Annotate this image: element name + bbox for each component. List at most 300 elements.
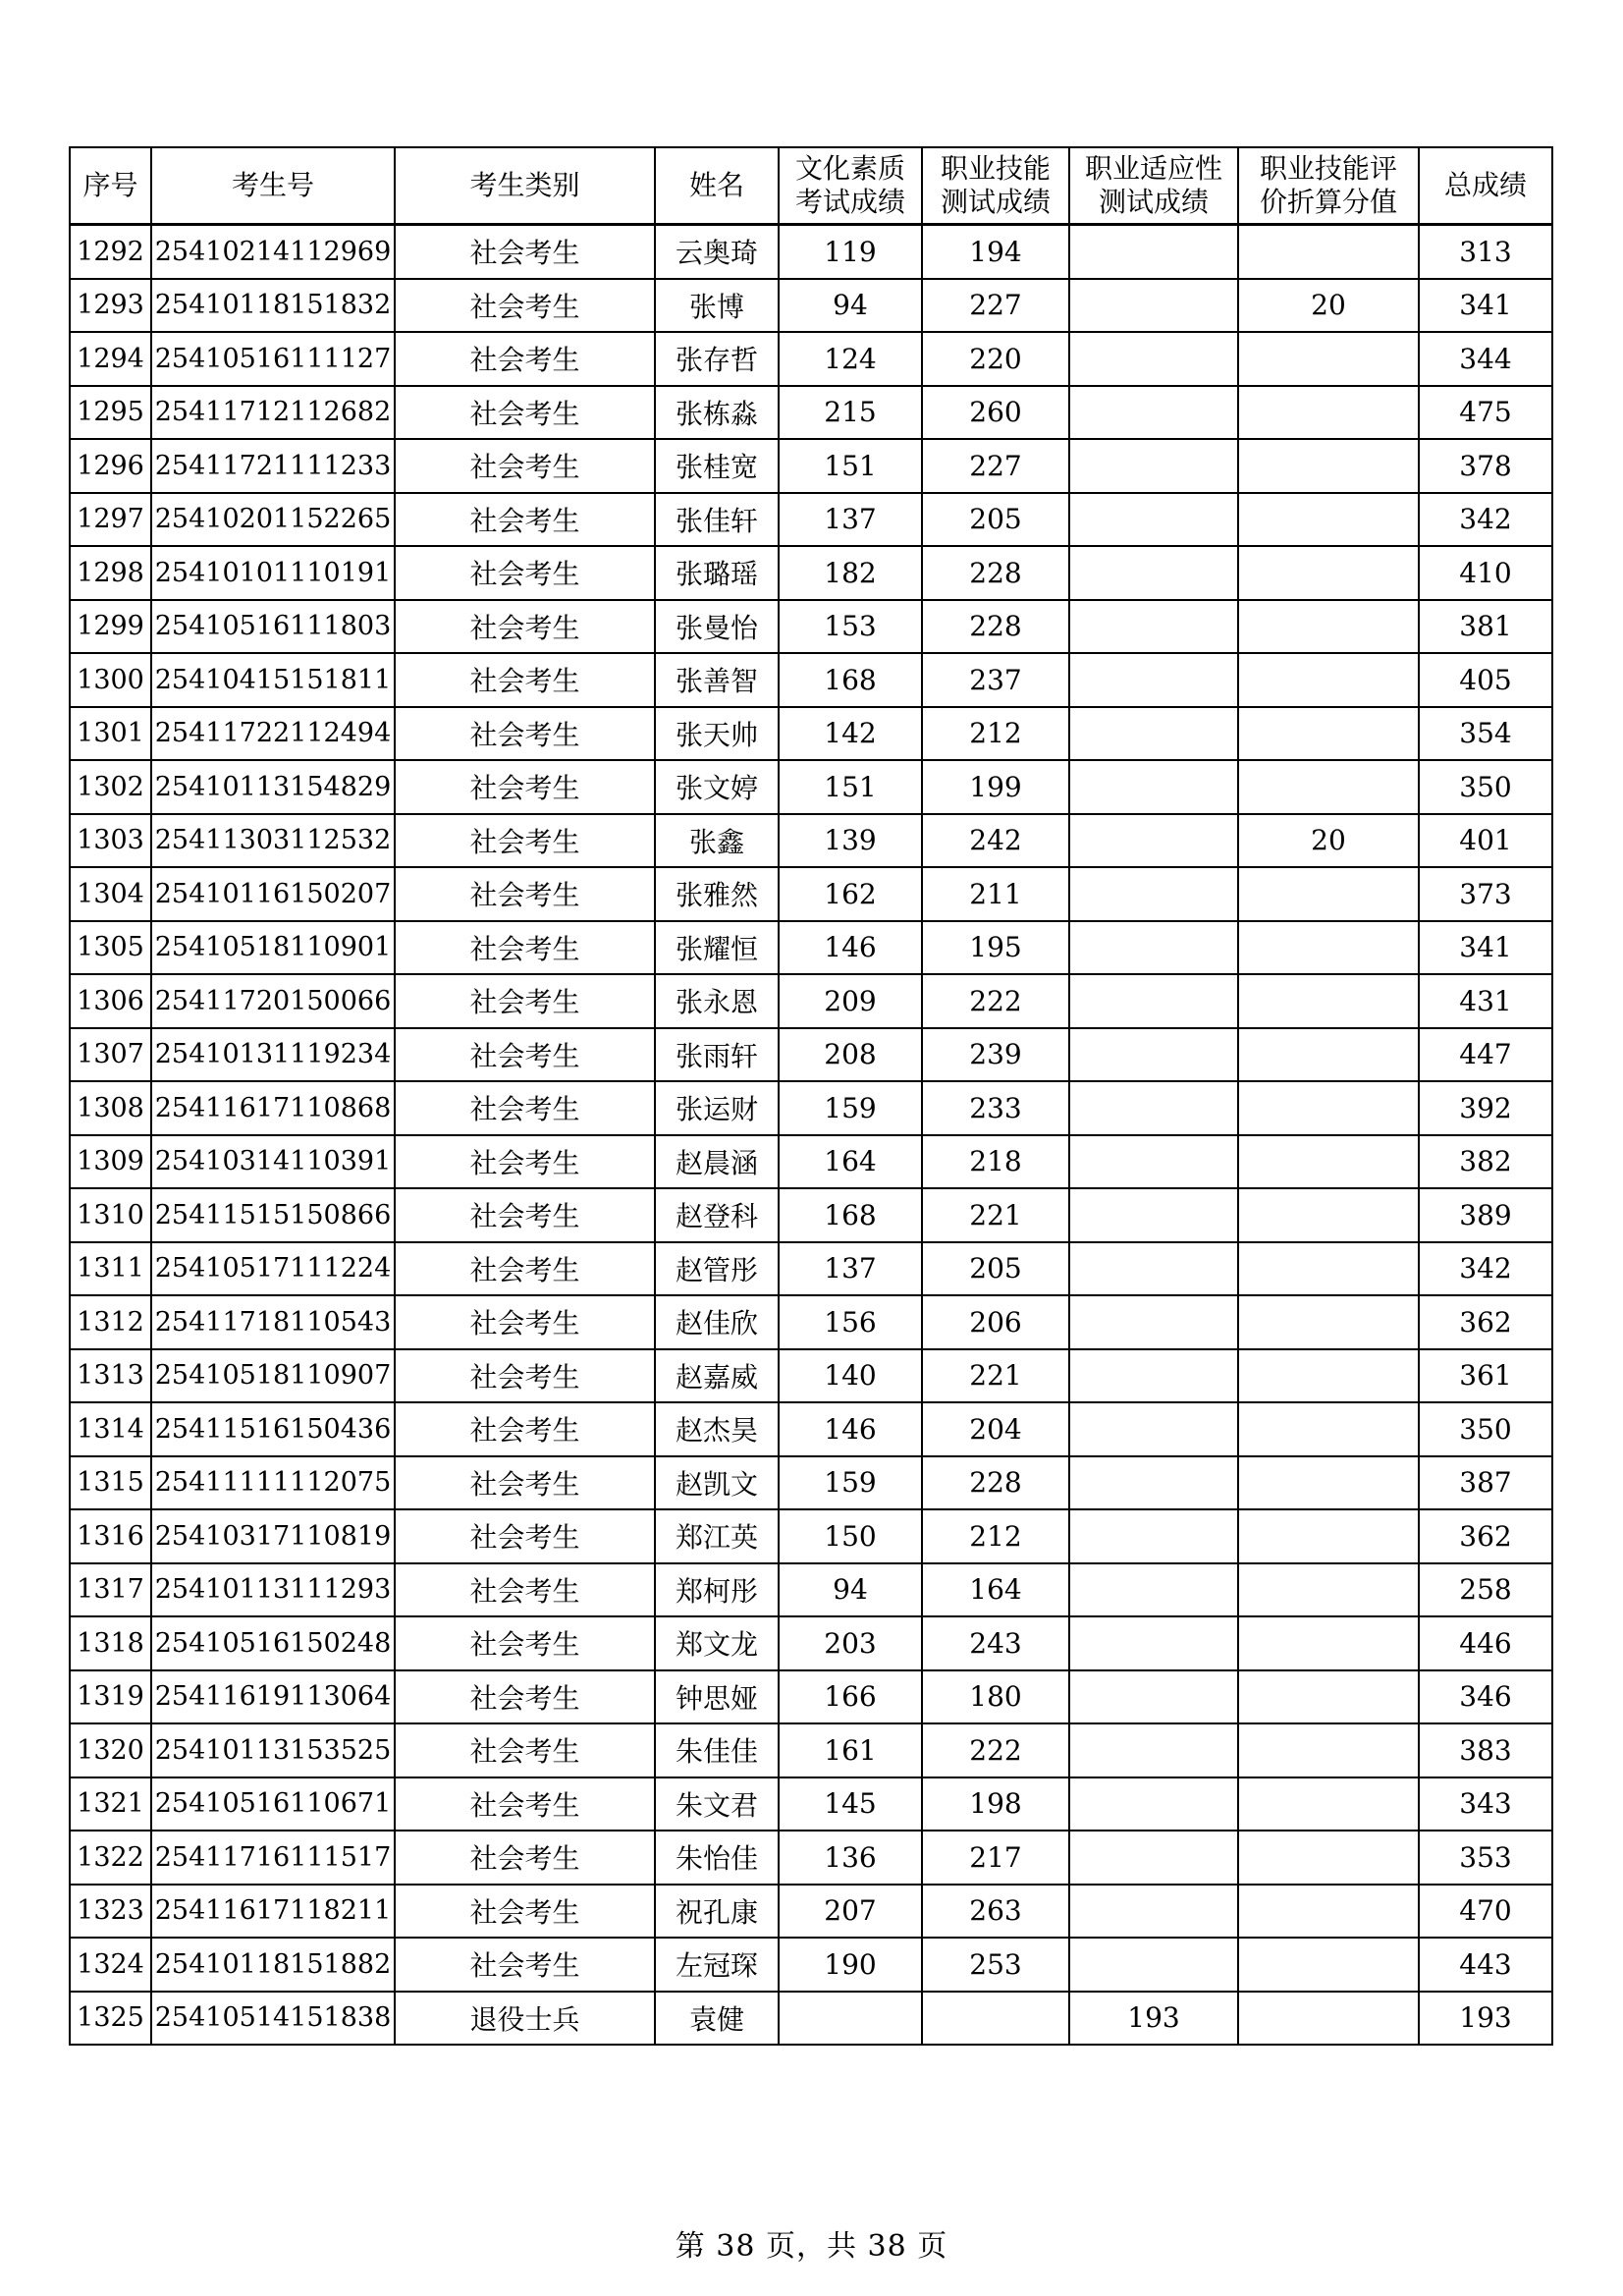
cell-adapt-score xyxy=(1069,1938,1238,1992)
header-name xyxy=(655,147,779,225)
cell-adapt-score xyxy=(1069,279,1238,333)
cell-culture-score: 151 xyxy=(779,760,922,814)
cell-name: 赵晨涵 xyxy=(655,1135,779,1189)
cell-exam-id: 25411617118211 xyxy=(151,1885,395,1939)
table-row xyxy=(70,1777,1552,1831)
cell-seq: 1303 xyxy=(70,814,151,868)
cell-exam-id: 25410517111224 xyxy=(151,1242,395,1296)
table-row xyxy=(70,600,1552,654)
cell-exam-id: 25411721111233 xyxy=(151,439,395,493)
cell-category: 社会考生 xyxy=(395,493,655,547)
cell-total-score: 447 xyxy=(1419,1028,1552,1082)
cell-seq: 1319 xyxy=(70,1670,151,1724)
cell-exam-id: 25410317110819 xyxy=(151,1509,395,1563)
cell-total-score: 346 xyxy=(1419,1670,1552,1724)
cell-name: 张运财 xyxy=(655,1081,779,1135)
cell-category: 社会考生 xyxy=(395,1081,655,1135)
cell-total-score: 361 xyxy=(1419,1349,1552,1403)
table-row xyxy=(70,921,1552,975)
cell-total-score: 389 xyxy=(1419,1188,1552,1242)
header-seq xyxy=(70,147,151,225)
header-culture-score xyxy=(779,147,922,225)
cell-total-score: 387 xyxy=(1419,1456,1552,1510)
cell-adapt-score xyxy=(1069,1081,1238,1135)
cell-total-score: 382 xyxy=(1419,1135,1552,1189)
cell-exam-id: 25410214112969 xyxy=(151,225,395,279)
header-skill-score xyxy=(922,147,1069,225)
cell-skill-eval-score xyxy=(1238,1616,1419,1670)
cell-culture-score: 142 xyxy=(779,707,922,761)
cell-total-score: 354 xyxy=(1419,707,1552,761)
table-row xyxy=(70,546,1552,600)
cell-name: 赵佳欣 xyxy=(655,1295,779,1349)
table-row xyxy=(70,707,1552,761)
cell-skill-score: 211 xyxy=(922,867,1069,921)
cell-seq: 1308 xyxy=(70,1081,151,1135)
cell-culture-score: 124 xyxy=(779,332,922,386)
cell-culture-score: 150 xyxy=(779,1509,922,1563)
cell-skill-score: 263 xyxy=(922,1885,1069,1939)
header-label: 考试成绩 xyxy=(794,186,905,218)
cell-category: 社会考生 xyxy=(395,279,655,333)
cell-seq: 1297 xyxy=(70,493,151,547)
cell-skill-eval-score xyxy=(1238,974,1419,1028)
header-label: 价折算分值 xyxy=(1259,186,1397,218)
cell-name: 张曼怡 xyxy=(655,600,779,654)
cell-category: 社会考生 xyxy=(395,1616,655,1670)
cell-name: 郑柯彤 xyxy=(655,1563,779,1617)
cell-adapt-score xyxy=(1069,1242,1238,1296)
cell-seq: 1315 xyxy=(70,1456,151,1510)
table-row xyxy=(70,1563,1552,1617)
cell-adapt-score xyxy=(1069,225,1238,279)
cell-total-score: 353 xyxy=(1419,1831,1552,1885)
cell-seq: 1312 xyxy=(70,1295,151,1349)
table-row xyxy=(70,1992,1552,2046)
cell-culture-score: 159 xyxy=(779,1456,922,1510)
cell-seq: 1317 xyxy=(70,1563,151,1617)
cell-adapt-score xyxy=(1069,1723,1238,1777)
header-row xyxy=(70,147,1552,225)
header-label: 测试成绩 xyxy=(940,186,1051,218)
cell-skill-score: 242 xyxy=(922,814,1069,868)
cell-skill-score: 221 xyxy=(922,1349,1069,1403)
cell-skill-eval-score xyxy=(1238,760,1419,814)
table-row xyxy=(70,1295,1552,1349)
table-header xyxy=(70,147,1552,225)
cell-skill-score: 222 xyxy=(922,1723,1069,1777)
cell-exam-id: 25410516111803 xyxy=(151,600,395,654)
cell-adapt-score: 193 xyxy=(1069,1992,1238,2046)
cell-adapt-score xyxy=(1069,1777,1238,1831)
cell-culture-score: 153 xyxy=(779,600,922,654)
cell-skill-eval-score xyxy=(1238,707,1419,761)
cell-name: 张佳轩 xyxy=(655,493,779,547)
cell-skill-score: 253 xyxy=(922,1938,1069,1992)
cell-name: 张文婷 xyxy=(655,760,779,814)
cell-exam-id: 25410516111127 xyxy=(151,332,395,386)
cell-culture-score: 168 xyxy=(779,1188,922,1242)
cell-skill-score: 222 xyxy=(922,974,1069,1028)
cell-name: 祝孔康 xyxy=(655,1885,779,1939)
cell-skill-score: 228 xyxy=(922,546,1069,600)
cell-skill-score: 204 xyxy=(922,1402,1069,1456)
cell-seq: 1294 xyxy=(70,332,151,386)
cell-total-score: 443 xyxy=(1419,1938,1552,1992)
cell-skill-eval-score xyxy=(1238,1402,1419,1456)
cell-adapt-score xyxy=(1069,1563,1238,1617)
cell-exam-id: 25411712112682 xyxy=(151,386,395,440)
cell-skill-eval-score xyxy=(1238,1135,1419,1189)
cell-total-score: 475 xyxy=(1419,386,1552,440)
cell-category: 社会考生 xyxy=(395,439,655,493)
cell-culture-score: 145 xyxy=(779,1777,922,1831)
table-row xyxy=(70,1885,1552,1939)
cell-exam-id: 25410118151832 xyxy=(151,279,395,333)
table-row xyxy=(70,867,1552,921)
cell-total-score: 258 xyxy=(1419,1563,1552,1617)
cell-exam-id: 25411111112075 xyxy=(151,1456,395,1510)
table-row xyxy=(70,1135,1552,1189)
cell-exam-id: 25410113111293 xyxy=(151,1563,395,1617)
cell-name: 赵嘉威 xyxy=(655,1349,779,1403)
cell-seq: 1313 xyxy=(70,1349,151,1403)
cell-total-score: 342 xyxy=(1419,1242,1552,1296)
cell-category: 社会考生 xyxy=(395,653,655,707)
cell-category: 社会考生 xyxy=(395,760,655,814)
cell-exam-id: 25411716111517 xyxy=(151,1831,395,1885)
cell-skill-eval-score xyxy=(1238,867,1419,921)
cell-adapt-score xyxy=(1069,493,1238,547)
cell-skill-eval-score xyxy=(1238,546,1419,600)
table-row xyxy=(70,386,1552,440)
table-row xyxy=(70,439,1552,493)
cell-culture-score: 203 xyxy=(779,1616,922,1670)
cell-total-score: 392 xyxy=(1419,1081,1552,1135)
cell-culture-score: 156 xyxy=(779,1295,922,1349)
cell-name: 张存哲 xyxy=(655,332,779,386)
cell-culture-score: 162 xyxy=(779,867,922,921)
cell-category: 社会考生 xyxy=(395,707,655,761)
cell-skill-score: 233 xyxy=(922,1081,1069,1135)
cell-culture-score: 94 xyxy=(779,279,922,333)
cell-adapt-score xyxy=(1069,921,1238,975)
cell-exam-id: 25411718110543 xyxy=(151,1295,395,1349)
cell-adapt-score xyxy=(1069,1831,1238,1885)
table-body xyxy=(70,225,1552,2046)
cell-category: 社会考生 xyxy=(395,225,655,279)
cell-skill-eval-score xyxy=(1238,1831,1419,1885)
header-label: 职业技能评 xyxy=(1259,152,1397,185)
cell-culture-score: 209 xyxy=(779,974,922,1028)
cell-exam-id: 25411619113064 xyxy=(151,1670,395,1724)
cell-exam-id: 25410514151838 xyxy=(151,1992,395,2046)
cell-skill-eval-score xyxy=(1238,1081,1419,1135)
cell-name: 钟思娅 xyxy=(655,1670,779,1724)
cell-seq: 1301 xyxy=(70,707,151,761)
cell-exam-id: 25410118151882 xyxy=(151,1938,395,1992)
cell-seq: 1318 xyxy=(70,1616,151,1670)
page-footer: 第 38 页，共 38 页 xyxy=(675,2229,948,2264)
cell-skill-score: 221 xyxy=(922,1188,1069,1242)
score-table xyxy=(69,146,1553,2046)
cell-exam-id: 25410131119234 xyxy=(151,1028,395,1082)
cell-adapt-score xyxy=(1069,1295,1238,1349)
cell-seq: 1320 xyxy=(70,1723,151,1777)
cell-skill-eval-score xyxy=(1238,1349,1419,1403)
cell-adapt-score xyxy=(1069,439,1238,493)
cell-skill-score: 227 xyxy=(922,439,1069,493)
cell-seq: 1310 xyxy=(70,1188,151,1242)
cell-skill-eval-score xyxy=(1238,1456,1419,1510)
cell-skill-score: 198 xyxy=(922,1777,1069,1831)
header-label: 考生类别 xyxy=(469,169,580,201)
table-row xyxy=(70,332,1552,386)
cell-name: 张雨轩 xyxy=(655,1028,779,1082)
header-exam-id xyxy=(151,147,395,225)
cell-adapt-score xyxy=(1069,814,1238,868)
cell-category: 社会考生 xyxy=(395,386,655,440)
cell-skill-score xyxy=(922,1992,1069,2046)
cell-skill-eval-score xyxy=(1238,1777,1419,1831)
cell-total-score: 362 xyxy=(1419,1295,1552,1349)
cell-seq: 1316 xyxy=(70,1509,151,1563)
cell-adapt-score xyxy=(1069,1028,1238,1082)
cell-category: 社会考生 xyxy=(395,1509,655,1563)
header-label: 职业适应性 xyxy=(1084,152,1222,185)
cell-total-score: 342 xyxy=(1419,493,1552,547)
table-row xyxy=(70,1188,1552,1242)
cell-exam-id: 25411720150066 xyxy=(151,974,395,1028)
cell-exam-id: 25411515150866 xyxy=(151,1188,395,1242)
cell-total-score: 313 xyxy=(1419,225,1552,279)
table-row xyxy=(70,1402,1552,1456)
cell-seq: 1304 xyxy=(70,867,151,921)
cell-culture-score: 136 xyxy=(779,1831,922,1885)
cell-skill-eval-score xyxy=(1238,1563,1419,1617)
cell-adapt-score xyxy=(1069,974,1238,1028)
cell-name: 张永恩 xyxy=(655,974,779,1028)
cell-exam-id: 25410518110907 xyxy=(151,1349,395,1403)
table-row xyxy=(70,1723,1552,1777)
cell-adapt-score xyxy=(1069,1456,1238,1510)
cell-total-score: 193 xyxy=(1419,1992,1552,2046)
cell-category: 社会考生 xyxy=(395,814,655,868)
cell-seq: 1299 xyxy=(70,600,151,654)
cell-name: 左冠琛 xyxy=(655,1938,779,1992)
cell-skill-score: 217 xyxy=(922,1831,1069,1885)
cell-adapt-score xyxy=(1069,1402,1238,1456)
cell-name: 云奥琦 xyxy=(655,225,779,279)
table-row xyxy=(70,279,1552,333)
cell-seq: 1322 xyxy=(70,1831,151,1885)
cell-seq: 1324 xyxy=(70,1938,151,1992)
cell-skill-eval-score xyxy=(1238,386,1419,440)
cell-total-score: 401 xyxy=(1419,814,1552,868)
cell-category: 社会考生 xyxy=(395,1723,655,1777)
header-label: 序号 xyxy=(82,169,138,201)
cell-skill-eval-score xyxy=(1238,1028,1419,1082)
cell-adapt-score xyxy=(1069,1670,1238,1724)
cell-exam-id: 25411516150436 xyxy=(151,1402,395,1456)
cell-name: 张善智 xyxy=(655,653,779,707)
cell-skill-eval-score xyxy=(1238,439,1419,493)
cell-category: 社会考生 xyxy=(395,1831,655,1885)
table-row xyxy=(70,1081,1552,1135)
cell-skill-eval-score xyxy=(1238,225,1419,279)
cell-culture-score: 190 xyxy=(779,1938,922,1992)
cell-skill-score: 205 xyxy=(922,1242,1069,1296)
cell-total-score: 378 xyxy=(1419,439,1552,493)
cell-total-score: 383 xyxy=(1419,1723,1552,1777)
cell-skill-eval-score xyxy=(1238,921,1419,975)
table-row xyxy=(70,1349,1552,1403)
cell-skill-eval-score xyxy=(1238,653,1419,707)
cell-total-score: 344 xyxy=(1419,332,1552,386)
cell-culture-score: 166 xyxy=(779,1670,922,1724)
cell-total-score: 341 xyxy=(1419,921,1552,975)
cell-name: 赵管彤 xyxy=(655,1242,779,1296)
cell-total-score: 381 xyxy=(1419,600,1552,654)
cell-culture-score: 208 xyxy=(779,1028,922,1082)
cell-seq: 1321 xyxy=(70,1777,151,1831)
cell-culture-score: 140 xyxy=(779,1349,922,1403)
table-row xyxy=(70,1616,1552,1670)
table-row xyxy=(70,760,1552,814)
cell-total-score: 470 xyxy=(1419,1885,1552,1939)
cell-exam-id: 25410113153525 xyxy=(151,1723,395,1777)
cell-culture-score: 215 xyxy=(779,386,922,440)
cell-category: 社会考生 xyxy=(395,332,655,386)
cell-skill-eval-score: 20 xyxy=(1238,279,1419,333)
cell-seq: 1307 xyxy=(70,1028,151,1082)
cell-skill-eval-score xyxy=(1238,493,1419,547)
cell-adapt-score xyxy=(1069,1885,1238,1939)
cell-exam-id: 25410415151811 xyxy=(151,653,395,707)
cell-exam-id: 25410113154829 xyxy=(151,760,395,814)
cell-total-score: 431 xyxy=(1419,974,1552,1028)
cell-skill-score: 164 xyxy=(922,1563,1069,1617)
cell-skill-score: 180 xyxy=(922,1670,1069,1724)
cell-name: 张栋淼 xyxy=(655,386,779,440)
cell-culture-score: 119 xyxy=(779,225,922,279)
cell-skill-score: 243 xyxy=(922,1616,1069,1670)
cell-category: 社会考生 xyxy=(395,974,655,1028)
cell-name: 朱文君 xyxy=(655,1777,779,1831)
cell-category: 社会考生 xyxy=(395,1135,655,1189)
cell-total-score: 446 xyxy=(1419,1616,1552,1670)
cell-name: 张璐瑶 xyxy=(655,546,779,600)
cell-name: 张耀恒 xyxy=(655,921,779,975)
cell-seq: 1300 xyxy=(70,653,151,707)
cell-exam-id: 25410314110391 xyxy=(151,1135,395,1189)
header-adapt-score xyxy=(1069,147,1238,225)
cell-category: 社会考生 xyxy=(395,1188,655,1242)
cell-skill-score: 212 xyxy=(922,707,1069,761)
table-row xyxy=(70,814,1552,868)
cell-adapt-score xyxy=(1069,386,1238,440)
cell-name: 郑江英 xyxy=(655,1509,779,1563)
cell-skill-eval-score xyxy=(1238,332,1419,386)
cell-seq: 1309 xyxy=(70,1135,151,1189)
cell-total-score: 341 xyxy=(1419,279,1552,333)
cell-exam-id: 25410516150248 xyxy=(151,1616,395,1670)
cell-adapt-score xyxy=(1069,332,1238,386)
cell-culture-score: 137 xyxy=(779,493,922,547)
cell-category: 社会考生 xyxy=(395,1563,655,1617)
cell-name: 袁健 xyxy=(655,1992,779,2046)
table-row xyxy=(70,1831,1552,1885)
cell-total-score: 410 xyxy=(1419,546,1552,600)
cell-exam-id: 25410201152265 xyxy=(151,493,395,547)
header-label: 文化素质 xyxy=(794,152,905,185)
header-label: 总成绩 xyxy=(1443,169,1527,201)
cell-culture-score: 164 xyxy=(779,1135,922,1189)
cell-category: 社会考生 xyxy=(395,921,655,975)
cell-skill-score: 237 xyxy=(922,653,1069,707)
cell-category: 社会考生 xyxy=(395,867,655,921)
cell-skill-score: 260 xyxy=(922,386,1069,440)
cell-total-score: 343 xyxy=(1419,1777,1552,1831)
cell-culture-score: 182 xyxy=(779,546,922,600)
cell-category: 社会考生 xyxy=(395,1295,655,1349)
cell-category: 社会考生 xyxy=(395,1885,655,1939)
cell-culture-score: 139 xyxy=(779,814,922,868)
header-label: 考生号 xyxy=(231,169,314,201)
cell-seq: 1293 xyxy=(70,279,151,333)
cell-seq: 1298 xyxy=(70,546,151,600)
cell-adapt-score xyxy=(1069,546,1238,600)
cell-category: 社会考生 xyxy=(395,600,655,654)
cell-skill-score: 212 xyxy=(922,1509,1069,1563)
cell-skill-eval-score xyxy=(1238,1242,1419,1296)
cell-category: 社会考生 xyxy=(395,1670,655,1724)
cell-exam-id: 25410116150207 xyxy=(151,867,395,921)
cell-skill-eval-score xyxy=(1238,1723,1419,1777)
header-label: 姓名 xyxy=(688,169,744,201)
table-row xyxy=(70,974,1552,1028)
cell-category: 社会考生 xyxy=(395,1938,655,1992)
cell-category: 社会考生 xyxy=(395,1402,655,1456)
table-row xyxy=(70,1670,1552,1724)
cell-name: 张天帅 xyxy=(655,707,779,761)
cell-seq: 1295 xyxy=(70,386,151,440)
cell-exam-id: 25410516110671 xyxy=(151,1777,395,1831)
cell-name: 朱佳佳 xyxy=(655,1723,779,1777)
cell-category: 社会考生 xyxy=(395,1456,655,1510)
cell-culture-score: 207 xyxy=(779,1885,922,1939)
cell-adapt-score xyxy=(1069,1188,1238,1242)
header-label: 测试成绩 xyxy=(1098,186,1209,218)
cell-category: 社会考生 xyxy=(395,1242,655,1296)
cell-adapt-score xyxy=(1069,1509,1238,1563)
table-row xyxy=(70,1938,1552,1992)
cell-adapt-score xyxy=(1069,1135,1238,1189)
cell-exam-id: 25410101110191 xyxy=(151,546,395,600)
cell-category: 社会考生 xyxy=(395,546,655,600)
cell-skill-eval-score xyxy=(1238,1670,1419,1724)
cell-skill-score: 194 xyxy=(922,225,1069,279)
cell-exam-id: 25411617110868 xyxy=(151,1081,395,1135)
cell-adapt-score xyxy=(1069,1616,1238,1670)
cell-category: 社会考生 xyxy=(395,1028,655,1082)
cell-adapt-score xyxy=(1069,600,1238,654)
cell-culture-score: 146 xyxy=(779,1402,922,1456)
cell-adapt-score xyxy=(1069,867,1238,921)
table-row xyxy=(70,1509,1552,1563)
cell-seq: 1305 xyxy=(70,921,151,975)
header-category xyxy=(395,147,655,225)
